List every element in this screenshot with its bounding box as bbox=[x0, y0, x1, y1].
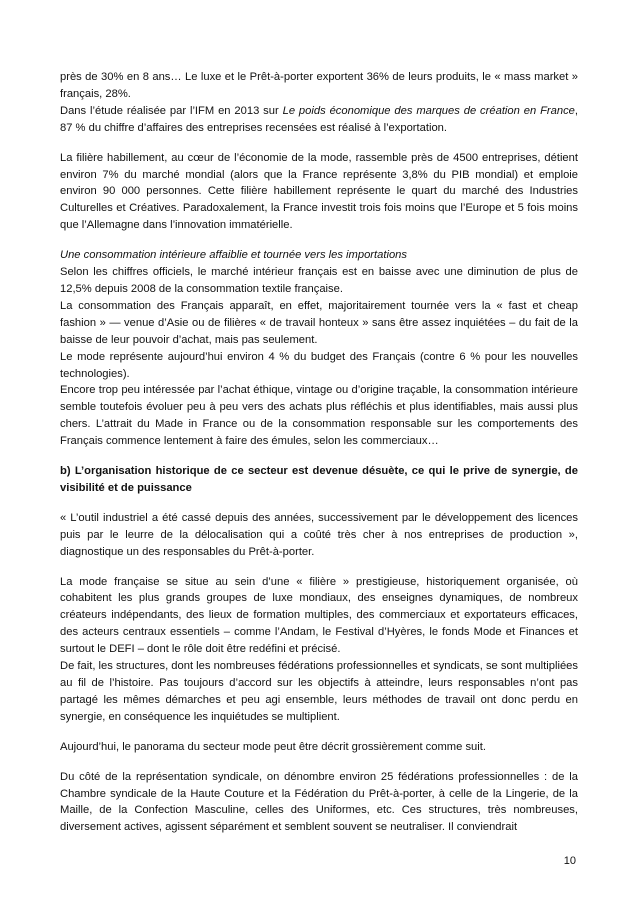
paragraph-budget-mode: Le mode représente aujourd’hui environ 4 % du budget des Français (contre 6 % pour les nouvelles technologies). bbox=[60, 350, 578, 380]
document-body bbox=[60, 69, 578, 836]
section-heading-b: b) L’organisation historique de ce secteur est devenue désuète, ce qui le prive de synergie, de visibilité et de puissance bbox=[60, 465, 578, 494]
paragraph-ifm-study bbox=[60, 103, 578, 137]
ifm-study-title: Le poids économique des marques de création en France bbox=[282, 104, 575, 117]
page-number: 10 bbox=[563, 855, 576, 867]
paragraph-filiere-prestigieuse: La mode française se situe au sein d’une « filière » prestigieuse, historiquement organisée, où cohabitent les plus grands groupes de luxe mondiaux, des enseignes dynamiques, de nombreux créateurs indépendants, des lieux de formation multiples, des commerciaux et exportateurs efficaces, des acteurs centraux essentiels – comme l’Andam, le Festival d’Hyères, le fonds Mode et Finances et surtout le DEFI – dont le rôle doit être redéfini et précisé. bbox=[60, 575, 578, 656]
subheading-consommation: Une consommation intérieure affaiblie et tournée vers les importations bbox=[60, 249, 407, 262]
paragraph-representation-syndicale: Du côté de la représentation syndicale, on dénombre environ 25 fédérations professionnelles : de la Chambre syndicale de la Haute Couture et la Fédération du Prêt-à-porter, à celle de la Lingerie, de la Maille, de la Confection Masculine, celles des Uniformes, etc. Ces structures, très nombreuses, diversement actives, agissent séparément et semblent souvent se neutraliser. Il conviendrait bbox=[60, 770, 578, 834]
paragraph-outil-industriel-quote: « L’outil industriel a été cassé depuis des années, successivement par le développement des licences puis par le leurre de la délocalisation qui a coûté très cher à nos entreprises de production », diagnostique un des responsables du Prêt-à-porter. bbox=[60, 511, 578, 558]
paragraph-fast-fashion: La consommation des Français apparaît, en effet, majoritairement tournée vers la « fast et cheap fashion » — venue d’Asie ou de filières « de travail honteux » sans être assez inquiétées – du fait de la baisse de leur pouvoir d’achat, mais pas seulement. bbox=[60, 299, 578, 346]
ifm-study-text-start: Dans l’étude réalisée par l’IFM en 2013 sur bbox=[60, 104, 283, 117]
paragraph-structures-federations: De fait, les structures, dont les nombreuses fédérations professionnelles et syndicats, se sont multipliées au fil de l’histoire. Pas toujours d’accord sur les objectifs à atteindre, leurs responsables n’ont pas partagé les mêmes démarches et peu agi ensemble, leurs méthodes de travail ont donc perdu en synergie, en conséquence les inquiétudes se multiplient. bbox=[60, 660, 578, 723]
paragraph-achat-ethique: Encore trop peu intéressée par l’achat éthique, vintage ou d’origine traçable, la consommation intérieure semble toutefois évoluer peu à peu vers des achats plus réfléchis et plus identifiables, mais aussi plus chers. L’attrait du Made in France ou de la consommation responsable sur les comportements des Français commence lentement à faire des émules, selon les commerciaux… bbox=[60, 384, 578, 448]
ifm-study-text-end: , 87 % du chiffre d’affaires des entreprises recensées est réalisé à l’exportation. bbox=[60, 104, 578, 134]
paragraph-export-figures: près de 30% en 8 ans… Le luxe et le Prêt-à-porter exportent 36% de leurs produits, le « mass market » français, 28%. bbox=[60, 71, 578, 100]
paragraph-marche-interieur: Selon les chiffres officiels, le marché intérieur français est en baisse avec une diminution de plus de 12,5% depuis 2008 de la consommation textile française. bbox=[60, 266, 578, 295]
paragraph-panorama: Aujourd’hui, le panorama du secteur mode peut être décrit grossièrement comme suit. bbox=[60, 740, 486, 753]
paragraph-filiere-habillement: La filière habillement, au cœur de l’économie de la mode, rassemble près de 4500 entreprises, détient environ 7% du marché mondial (alors que la France représente 3,8% du PIB mondial) et emploie environ 90 000 personnes. Cette filière habillement représente le quart du marché des Industries Culturelles et Créatives. Paradoxalement, la France investit trois fois moins que l’Europe et 5 fois moins que l’Allemagne dans l’innovation immatérielle. bbox=[60, 151, 578, 232]
